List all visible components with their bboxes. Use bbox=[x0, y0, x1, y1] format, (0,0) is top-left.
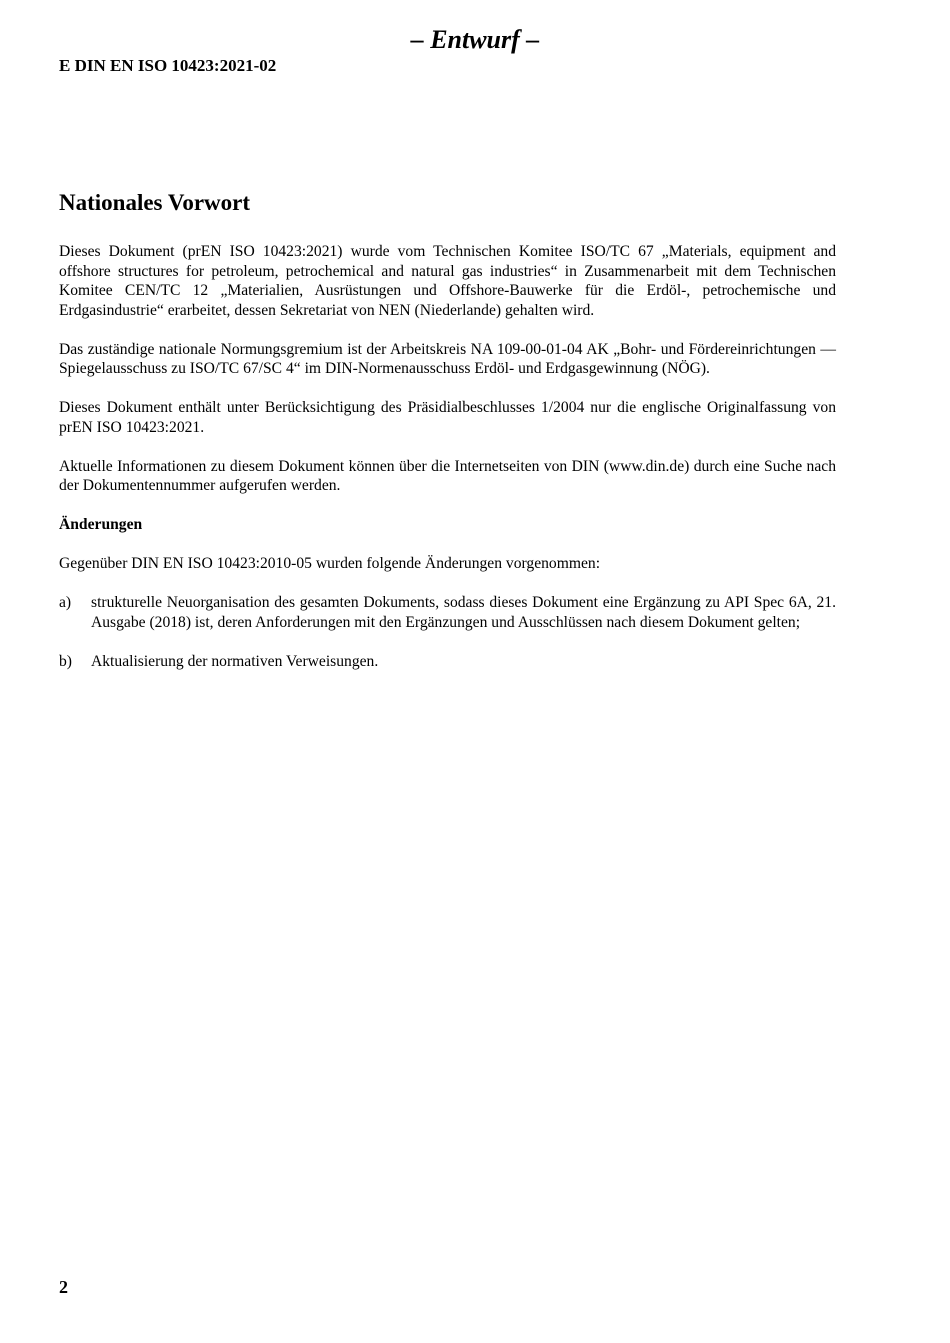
foreword-paragraph: Das zuständige nationale Normungsgremium ist der Arbeitskreis NA 109-00-01-04 AK „Bohr- und Fördereinrichtungen — Spiegelausschuss zu ISO/TC 67/SC 4“ im DIN-Normenausschuss Erdöl- und Erdgasgewinnung (NÖG). bbox=[59, 340, 836, 377]
list-text: strukturelle Neuorganisation des gesamten Dokuments, sodass dieses Dokument eine Ergänzung zu API Spec 6A, 21. Ausgabe (2018) ist, deren Anforderungen mit den Ergänzungen und Ausschlüssen nach diesem Dokument gelten; bbox=[91, 594, 836, 631]
foreword-paragraph: Dieses Dokument (prEN ISO 10423:2021) wurde vom Technischen Komitee ISO/TC 67 „Materials, equipment and offshore structures for petroleum, petrochemical and natural gas industries“ in Zusammenarbeit mit dem Technischen Komitee CEN/TC 12 „Materialien, Ausrüstungen und Offshore-Bauwerke für die Erdöl-, petrochemische und Erdgasindustrie“ erarbeitet, dessen Sekretariat von NEN (Niederlande) gehalten wird. bbox=[59, 243, 836, 319]
foreword-paragraph: Dieses Dokument enthält unter Berücksichtigung des Präsidialbeschlusses 1/2004 nur die englische Originalfassung von prEN ISO 10423:2021. bbox=[59, 399, 836, 436]
document-id: E DIN EN ISO 10423:2021-02 bbox=[59, 56, 277, 75]
foreword-title: Nationales Vorwort bbox=[59, 190, 251, 215]
foreword-paragraph: Aktuelle Informationen zu diesem Dokument können über die Internetseiten von DIN (www.din.de) durch eine Suche nach der Dokumentennummer aufgerufen werden. bbox=[59, 457, 836, 494]
list-marker: b) bbox=[59, 652, 72, 670]
list-item bbox=[59, 593, 836, 632]
list-item bbox=[59, 652, 836, 672]
draft-mark: – Entwurf – bbox=[410, 25, 540, 54]
list-marker: a) bbox=[59, 594, 72, 611]
changes-title: Änderungen bbox=[59, 516, 143, 533]
changes-intro: Gegenüber DIN EN ISO 10423:2010-05 wurden folgende Änderungen vorgenommen: bbox=[59, 555, 601, 572]
foreword-section bbox=[59, 188, 836, 691]
list-text: Aktualisierung der normativen Verweisungen. bbox=[91, 652, 379, 670]
page-number: 2 bbox=[59, 1277, 68, 1297]
